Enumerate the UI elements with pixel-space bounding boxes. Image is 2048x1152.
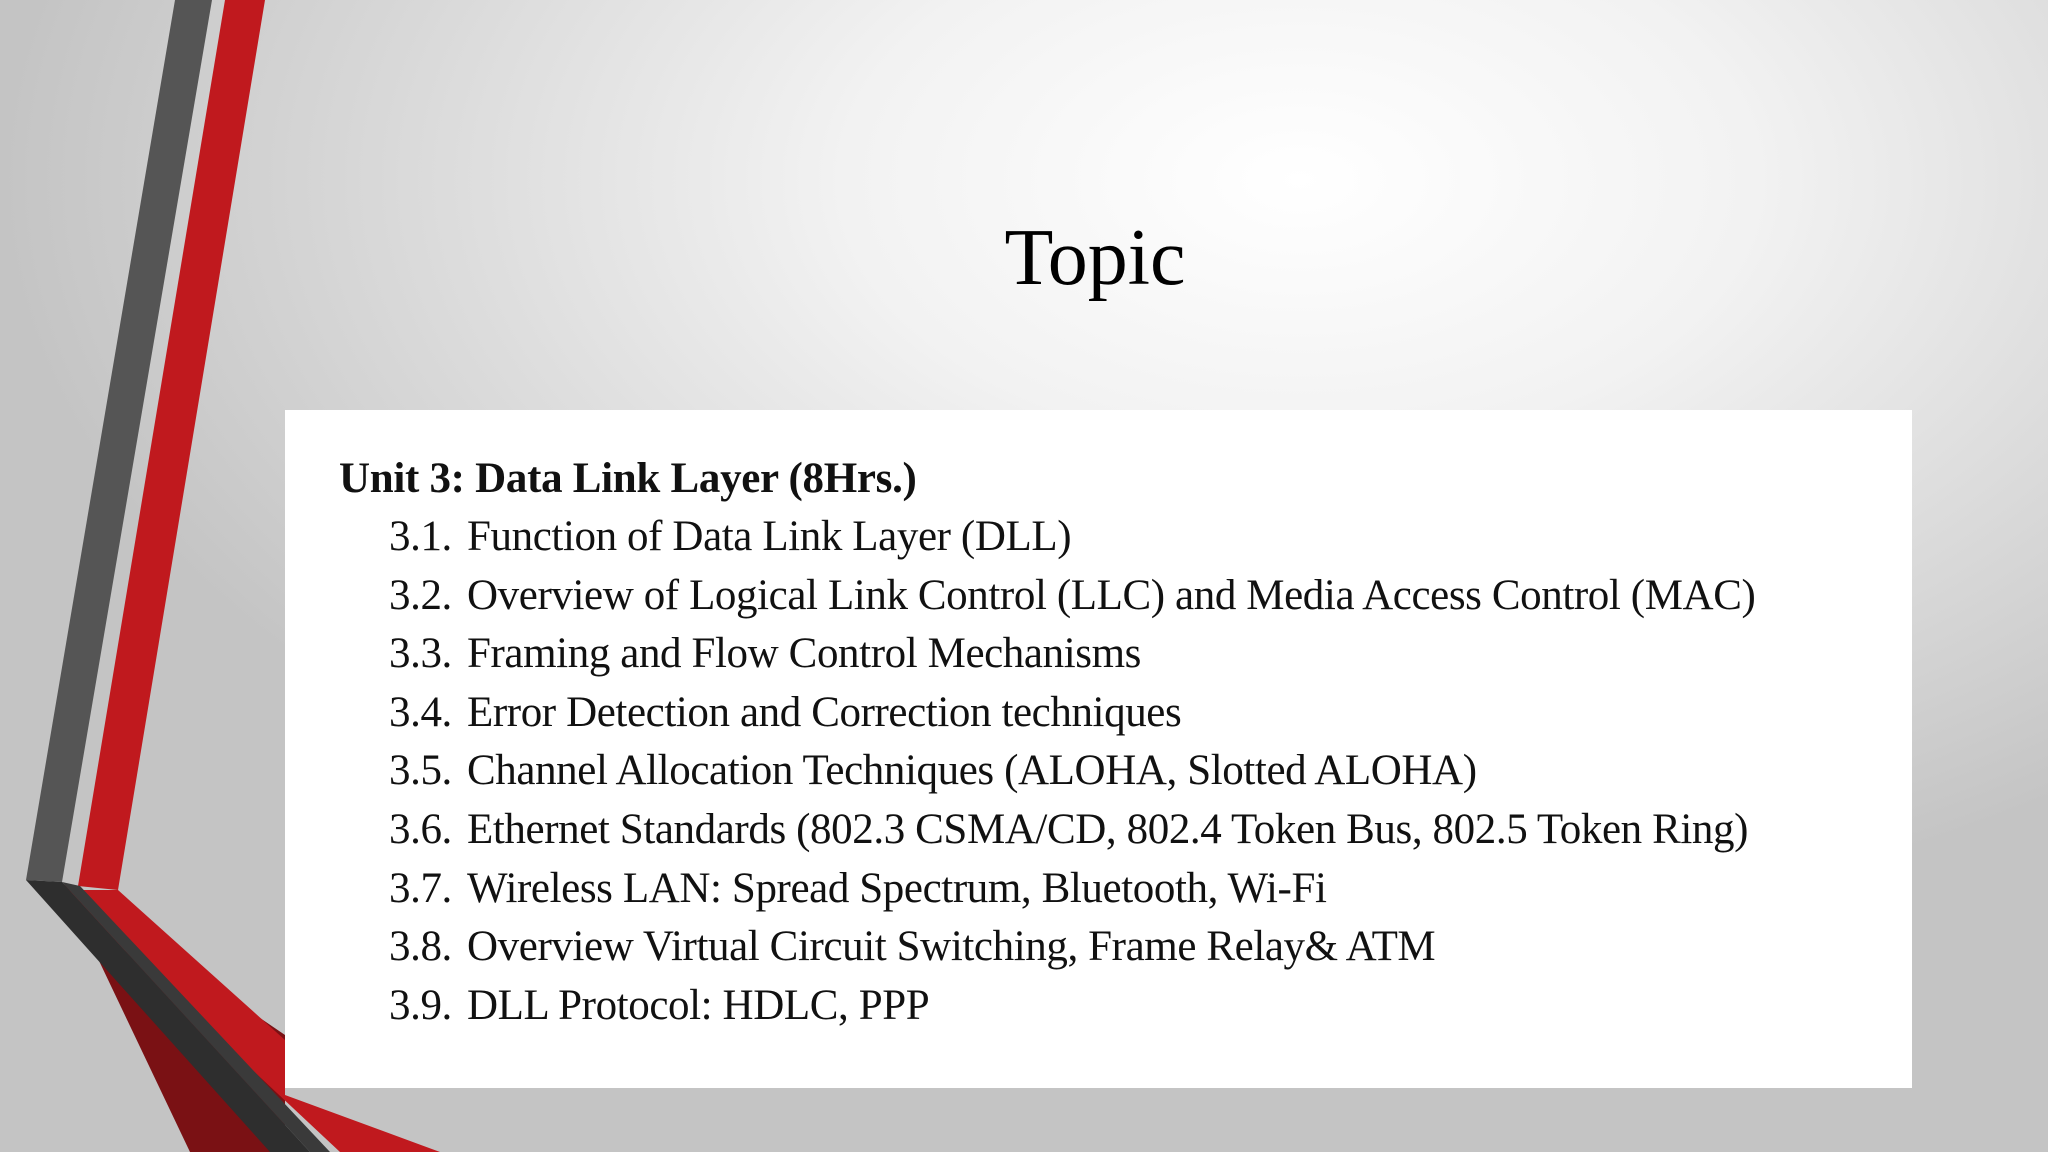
list-item <box>389 977 1912 1036</box>
topic-text: DLL Protocol: HDLC, PPP <box>467 981 930 1029</box>
topic-text: Overview Virtual Circuit Switching, Frame Relay& ATM <box>467 923 1436 971</box>
list-item <box>389 801 1912 860</box>
topic-number: 3.3. <box>389 630 452 678</box>
topic-text: Ethernet Standards (802.3 CSMA/CD, 802.4 Token Bus, 802.5 Token Ring) <box>467 805 1749 853</box>
list-item <box>389 625 1912 684</box>
topic-text: Error Detection and Correction techniques <box>467 688 1182 736</box>
topic-number: 3.6. <box>389 805 452 853</box>
topic-number: 3.8. <box>389 923 452 971</box>
topic-text: Overview of Logical Link Control (LLC) and Media Access Control (MAC) <box>467 571 1756 619</box>
gray-stripe-bottom <box>26 880 310 1152</box>
topic-number: 3.2. <box>389 571 452 619</box>
unit-heading: Unit 3: Data Link Layer (8Hrs.) <box>339 455 917 502</box>
list-item <box>389 684 1912 743</box>
topic-number: 3.5. <box>389 747 452 795</box>
topic-list <box>339 508 1912 1035</box>
topic-number: 3.1. <box>389 513 452 560</box>
list-item <box>389 860 1912 919</box>
topic-number: 3.4. <box>389 688 452 736</box>
topic-number: 3.9. <box>389 981 452 1029</box>
topic-number: 3.7. <box>389 864 452 912</box>
topic-text: Framing and Flow Control Mechanisms <box>467 630 1141 678</box>
topic-text: Function of Data Link Layer (DLL) <box>467 513 1072 560</box>
list-item <box>389 508 1912 567</box>
list-item <box>389 567 1912 626</box>
list-item <box>389 742 1912 801</box>
topic-text: Channel Allocation Techniques (ALOHA, Slotted ALOHA) <box>467 747 1477 795</box>
slide-title: Topic <box>1004 214 1186 302</box>
list-item <box>389 918 1912 977</box>
content-box <box>285 410 1912 1088</box>
topic-text: Wireless LAN: Spread Spectrum, Bluetooth, Wi-Fi <box>467 864 1327 912</box>
